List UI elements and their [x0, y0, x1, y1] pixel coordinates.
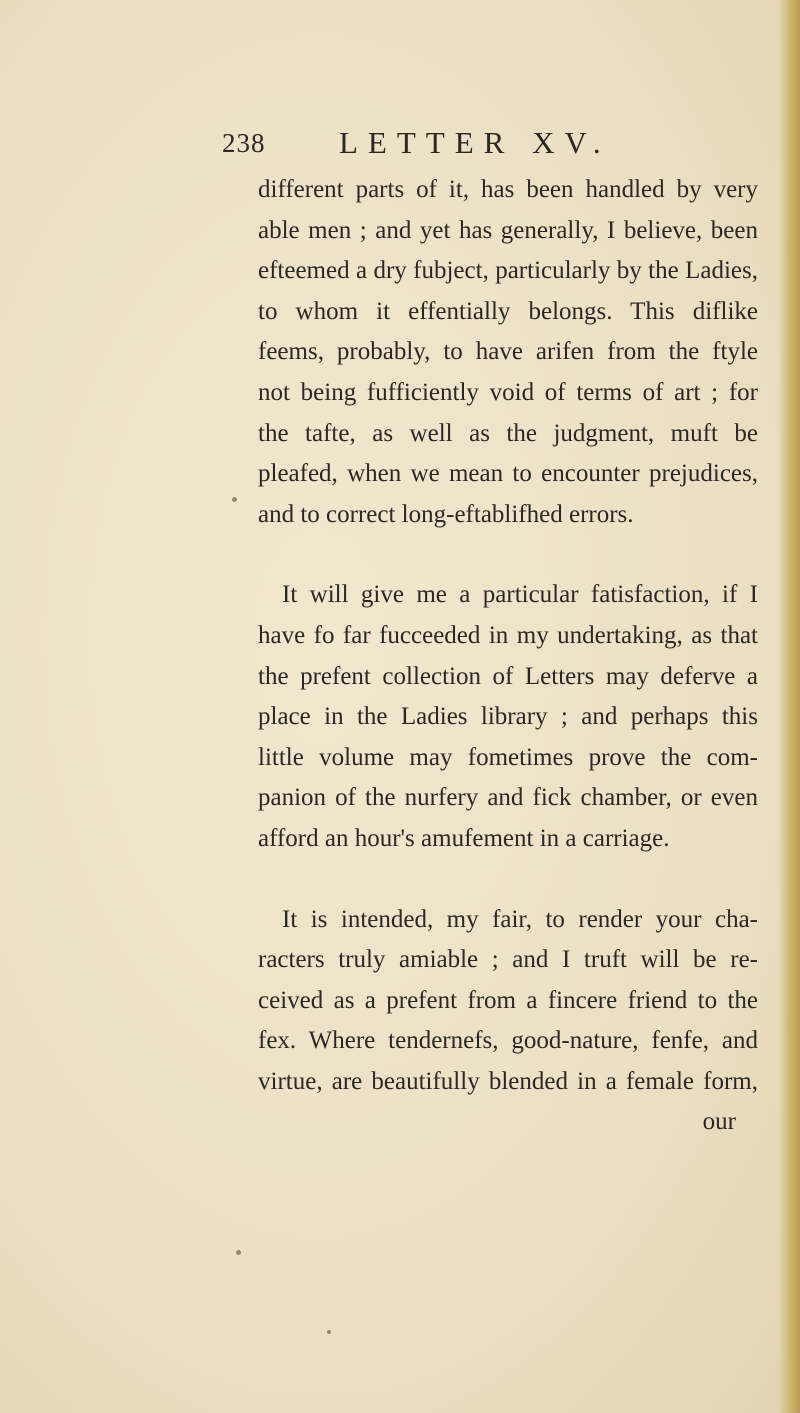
text-line: panion of the nurfery and fick chamber, or even: [258, 784, 758, 812]
text-line: efteemed a dry fubject, particularly by the Ladies,: [258, 257, 758, 285]
text-line: It will give me a particular fatisfaction, if I: [282, 581, 758, 609]
text-line: afford an hour's amufement in a carriage.: [258, 824, 670, 852]
text-line: ceived as a prefent from a fincere friend to the: [258, 986, 758, 1014]
text-line: feems, probably, to have arifen from the ftyle: [258, 338, 758, 366]
page-number: 238: [222, 128, 266, 158]
paragraph-1: [258, 170, 758, 535]
running-title: LETTER XV.: [339, 125, 611, 160]
text-line: not being fufficiently void of terms of art ; for: [258, 378, 758, 406]
ink-speck: [236, 1250, 241, 1255]
paragraph-2: [258, 575, 758, 859]
text-line: and to correct long-eftablifhed errors.: [258, 500, 634, 528]
text-line: pleafed, when we mean to encounter prejudices,: [258, 460, 758, 488]
text-line: have fo far fucceeded in my undertaking, as that: [258, 621, 758, 649]
text-line: to whom it effentially belongs. This diflike: [258, 297, 758, 325]
text-line: virtue, are beautifully blended in a female form,: [258, 1067, 758, 1095]
text-line: It is intended, my fair, to render your cha-: [282, 905, 758, 933]
text-line: place in the Ladies library ; and perhaps this: [258, 703, 758, 731]
text-line: fex. Where tendernefs, good-nature, fenfe, and: [258, 1027, 758, 1055]
text-line: different parts of it, has been handled by very: [258, 176, 758, 203]
page-edge-shadow: [778, 0, 800, 1413]
catchword: our: [702, 1108, 736, 1136]
text-line: racters truly amiable ; and I truft will be re-: [258, 946, 758, 974]
ink-speck: [232, 497, 237, 502]
paragraph-3: [258, 900, 758, 1103]
running-header: [222, 125, 642, 168]
text-line: little volume may fometimes prove the com-: [258, 743, 758, 771]
ink-speck: [327, 1330, 331, 1334]
body-text: [258, 170, 758, 1143]
text-line: the tafte, as well as the judgment, muft be: [258, 419, 758, 447]
text-line: the prefent collection of Letters may deferve a: [258, 662, 758, 690]
text-line: able men ; and yet has generally, I believe, been: [258, 216, 758, 244]
